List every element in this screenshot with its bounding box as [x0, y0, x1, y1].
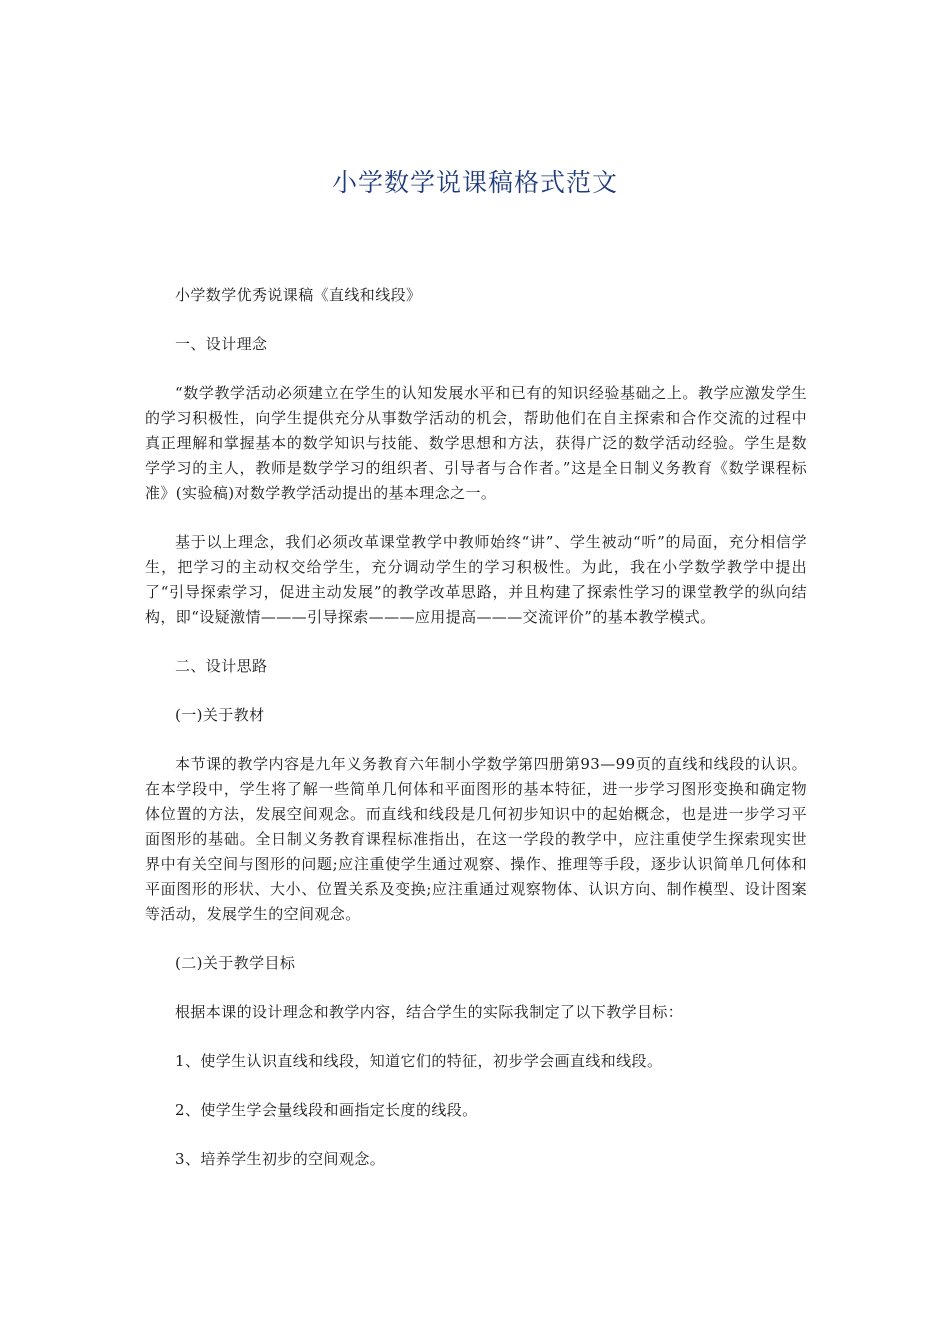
- subsection-heading: (一)关于教材: [175, 706, 265, 724]
- body-paragraph: “数学教学活动必须建立在学生的认知发展水平和已有的知识经验基础之上。教学应激发学生的学习积极性，向学生提供充分从事数学活动的机会，帮助他们在自主探索和合作交流的过程中真正理解和掌握基本的数学知识与技能、数学思想和方法，获得广泛的数学活动经验。学生是数学学习的主人，教师是数学学习的组织者、引导者与合作者。”这是全日制义务教育《数学课程标准》(实验稿)对数学教学活动提出的基本理念之一。: [145, 384, 807, 502]
- document-title: 小学数学说课稿格式范文: [331, 168, 618, 197]
- section-heading: 一、设计理念: [175, 335, 268, 353]
- list-item: 3、培养学生初步的空间观念。: [175, 1150, 386, 1168]
- list-item: 2、使学生学会量线段和画指定长度的线段。: [175, 1101, 478, 1119]
- list-item: 1、使学生认识直线和线段，知道它们的特征，初步学会画直线和线段。: [175, 1052, 663, 1070]
- body-paragraph: 基于以上理念，我们必须改革课堂教学中教师始终“讲”、学生被动“听”的局面，充分相信学生，把学习的主动权交给学生，充分调动学生的学习积极性。为此，我在小学数学教学中提出了“引导探索学习，促进主动发展”的教学改革思路，并且构建了探索性学习的课堂教学的纵向结构，即“设疑激情———引导探索———应用提高———交流评价”的基本教学模式。: [145, 533, 807, 626]
- body-paragraph: 根据本课的设计理念和教学内容，结合学生的实际我制定了以下教学目标：: [175, 1003, 684, 1021]
- document-body: [145, 283, 807, 1196]
- subsection-heading: (二)关于教学目标: [175, 954, 296, 972]
- body-paragraph: 本节课的教学内容是九年义务教育六年制小学数学第四册第93—99页的直线和线段的认识。在本学段中，学生将了解一些简单几何体和平面图形的基本特征，进一步学习图形变换和确定物体位置的方法，发展空间观念。而直线和线段是几何初步知识中的起始概念，也是进一步学习平面图形的基础。全日制义务教育课程标准指出，在这一学段的教学中，应注重使学生探索现实世界中有关空间与图形的问题;应注重使学生通过观察、操作、推理等手段，逐步认识简单几何体和平面图形的形状、大小、位置关系及变换;应注重通过观察物体、认识方向、制作模型、设计图案等活动，发展学生的空间观念。: [145, 755, 807, 923]
- subtitle-paragraph: 小学数学优秀说课稿《直线和线段》: [175, 286, 422, 304]
- section-heading: 二、设计思路: [175, 657, 268, 675]
